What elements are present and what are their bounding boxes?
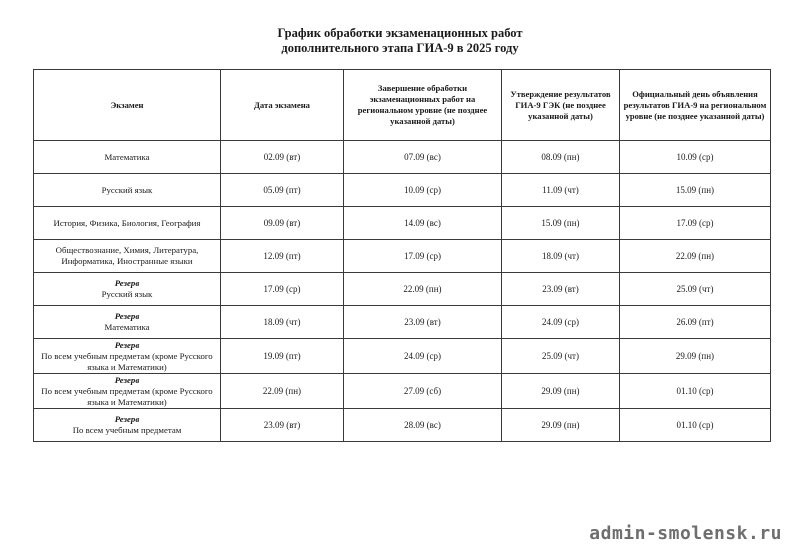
exam-cell [34, 240, 221, 273]
exam-name: Русский язык [101, 289, 153, 299]
exam-date-cell: 22.09 (пн) [221, 374, 344, 409]
approval-cell: 25.09 (чт) [502, 339, 620, 374]
announcement-cell: 10.09 (ср) [620, 141, 771, 174]
table-row [34, 240, 771, 273]
reserve-label: Резерв [114, 374, 140, 385]
header-processing-deadline: Завершение обработки экзаменационных работ на региональном уровне (не позднее указанной даты) [344, 70, 502, 141]
processing-cell: 22.09 (пн) [344, 273, 502, 306]
processing-cell: 10.09 (ср) [344, 174, 502, 207]
exam-name: По всем учебным предметам (кроме Русского языка и Математики) [41, 350, 213, 372]
table-row [34, 174, 771, 207]
exam-cell [34, 141, 221, 174]
approval-cell: 08.09 (пн) [502, 141, 620, 174]
table-row [34, 374, 771, 409]
exam-cell [34, 207, 221, 240]
announcement-cell: 15.09 (пн) [620, 174, 771, 207]
exam-name: История, Физика, Биология, География [53, 217, 201, 228]
announcement-cell: 26.09 (пт) [620, 306, 771, 339]
exam-name: Русский язык [101, 184, 153, 195]
processing-cell: 24.09 (ср) [344, 339, 502, 374]
announcement-cell: 22.09 (пн) [620, 240, 771, 273]
table-row [34, 207, 771, 240]
exam-date-cell: 09.09 (вт) [221, 207, 344, 240]
announcement-cell: 01.10 (ср) [620, 409, 771, 442]
title-line-2: дополнительного этапа ГИА-9 в 2025 году [281, 41, 519, 55]
table-row [34, 409, 771, 442]
approval-cell: 29.09 (пн) [502, 409, 620, 442]
header-results-announcement: Официальный день объявления результатов ГИА-9 на региональном уровне (не позднее указанной даты) [620, 70, 771, 141]
reserve-label: Резерв [114, 414, 140, 424]
announcement-cell: 17.09 (ср) [620, 207, 771, 240]
approval-cell: 15.09 (пн) [502, 207, 620, 240]
reserve-label: Резерв [114, 278, 140, 288]
header-gek-approval: Утверждение результатов ГИА-9 ГЭК (не позднее указанной даты) [502, 70, 620, 141]
processing-cell: 27.09 (сб) [344, 374, 502, 409]
processing-cell: 28.09 (вс) [344, 409, 502, 442]
schedule-table [33, 69, 771, 442]
reserve-label: Резерв [114, 339, 140, 350]
exam-cell [34, 409, 221, 442]
exam-name: Математика [104, 151, 150, 162]
processing-cell: 07.09 (вс) [344, 141, 502, 174]
header-exam: Экзамен [34, 70, 221, 141]
exam-name: Математика [104, 322, 150, 332]
approval-cell: 11.09 (чт) [502, 174, 620, 207]
exam-cell [34, 374, 221, 409]
exam-name: По всем учебным предметам (кроме Русского языка и Математики) [41, 385, 213, 407]
table-row [34, 273, 771, 306]
exam-date-cell: 05.09 (пт) [221, 174, 344, 207]
page-title [0, 26, 800, 56]
approval-cell: 23.09 (вт) [502, 273, 620, 306]
table-header-row [34, 70, 771, 141]
exam-date-cell: 19.09 (пт) [221, 339, 344, 374]
exam-date-cell: 12.09 (пт) [221, 240, 344, 273]
watermark: admin-smolensk.ru [589, 523, 782, 544]
exam-cell [34, 339, 221, 374]
processing-cell: 14.09 (вс) [344, 207, 502, 240]
exam-date-cell: 23.09 (вт) [221, 409, 344, 442]
table-row [34, 306, 771, 339]
exam-cell [34, 273, 221, 306]
reserve-label: Резерв [114, 311, 140, 321]
exam-cell [34, 306, 221, 339]
announcement-cell: 25.09 (чт) [620, 273, 771, 306]
exam-name: Обществознание, Химия, Литература, Информатика, Иностранные языки [55, 245, 199, 266]
approval-cell: 24.09 (ср) [502, 306, 620, 339]
exam-date-cell: 17.09 (ср) [221, 273, 344, 306]
announcement-cell: 01.10 (ср) [620, 374, 771, 409]
title-line-1: График обработки экзаменационных работ [277, 26, 523, 40]
approval-cell: 18.09 (чт) [502, 240, 620, 273]
approval-cell: 29.09 (пн) [502, 374, 620, 409]
processing-cell: 17.09 (ср) [344, 240, 502, 273]
announcement-cell: 29.09 (пн) [620, 339, 771, 374]
exam-cell [34, 174, 221, 207]
table-row [34, 339, 771, 374]
table-row [34, 141, 771, 174]
exam-date-cell: 02.09 (вт) [221, 141, 344, 174]
header-exam-date: Дата экзамена [221, 70, 344, 141]
processing-cell: 23.09 (вт) [344, 306, 502, 339]
exam-name: По всем учебным предметам [72, 425, 182, 435]
exam-date-cell: 18.09 (чт) [221, 306, 344, 339]
